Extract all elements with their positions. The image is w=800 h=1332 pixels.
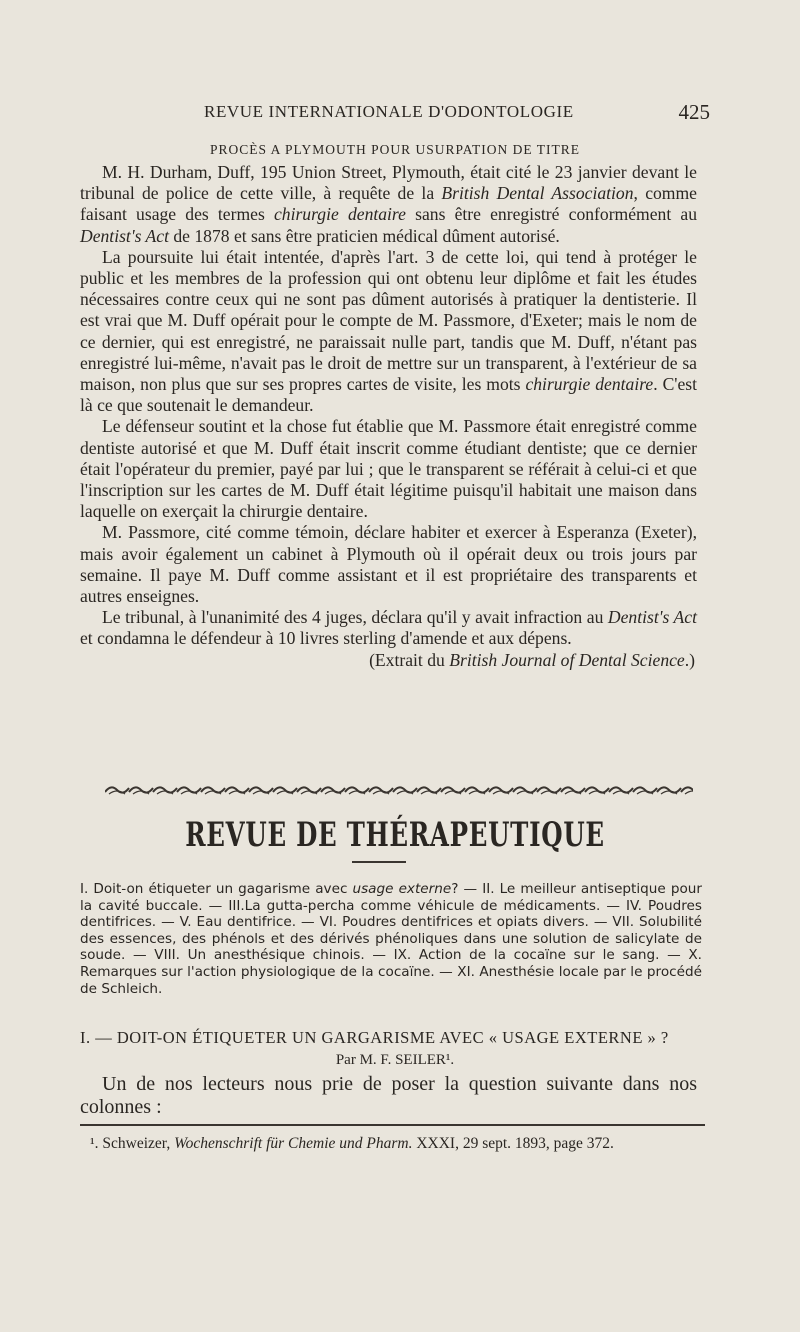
section-title: PROCÈS A PLYMOUTH POUR USURPATION DE TITRE: [210, 142, 580, 157]
paragraph: La poursuite lui était intentée, d'après l'art. 3 de cette loi, qui tend à protéger le public et les membres de la profession qui ont obtenu leur diplôme et fait les études nécessaires contre ceux qui ne sont pas dûment autorisés à pratiquer la dentisterie. Il est vrai que M. Duff opérait pour le compte de M. Passmore, d'Exeter; mais le nom de ce dernier, qui est enregistré, ne paraissait nulle part, tandis que M. Duff, n'étant pas enregistré lui-même, n'avait pas le droit de mettre sur un transparent, à l'extérieur de sa maison, non plus que sur ses propres cartes de visite, les mots chirurgie dentaire. C'est là ce que soutenait le demandeur.: [80, 246, 698, 416]
summary-text: I. Doit-on étiqueter un gagarisme avec usage externe? — II. Le meilleur antiseptique pour la cavité buccale. — III.La gutta-percha comme véhicule de médicaments. — IV. Poudres dentifrices. — V. Eau dentifrice. — VI. Poudres dentifrices et opiats divers. — VII. Solubilité des essences, des phénols et des dérivés phénoliques dans une solution de salicylate de soude. — VIII. Un anesthésique chinois. — IX. Action de la cocaïne sur le sang. — X. Remarques sur l'action physiologique de la cocaïne. — XI. Anesthésie locale par le procédé de Schleich.: [80, 881, 702, 997]
page-number: 425: [678, 100, 710, 124]
source-note: (Extrait du British Journal of Dental Science.): [369, 649, 695, 670]
journal-title: REVUE INTERNATIONALE D'ODONTOLOGIE: [204, 102, 574, 121]
intro-text: Un de nos lecteurs nous prie de poser la question suivante dans nos colonnes :: [80, 1073, 697, 1118]
article-body: [80, 162, 697, 671]
summary-block: [80, 881, 702, 997]
running-header: [80, 100, 710, 126]
footnote-rule: [80, 1124, 705, 1126]
footnote-text: ¹. Schweizer, Wochenschrift für Chemie und Pharm. XXXI, 29 sept. 1893, page 372.: [90, 1135, 614, 1152]
paragraph: Le tribunal, à l'unanimité des 4 juges, déclara qu'il y avait infraction au Dentist's Act et condamna le défendeur à 10 livres sterling d'amende et aux dépens.: [80, 607, 697, 649]
article-heading: I. — DOIT-ON ÉTIQUETER UN GARGARISME AVEC « USAGE EXTERNE » ?: [80, 1028, 669, 1047]
intro-paragraph: [80, 1073, 697, 1119]
paragraph: M. H. Durham, Duff, 195 Union Street, Plymouth, était cité le 23 janvier devant le tribunal de police de cette ville, à requête de la British Dental Association, comme faisant usage des termes chirurgie dentaire sans être enregistré conformément au Dentist's Act de 1878 et sans être praticien médical dûment autorisé.: [80, 162, 698, 246]
title-underline: [352, 861, 406, 863]
footnote: [80, 1135, 698, 1153]
byline: Par M. F. SEILER¹.: [335, 1052, 455, 1068]
revue-therapeutique-title: REVUE DE THÉRAPEUTIQUE: [185, 815, 605, 855]
ornamental-divider: [105, 782, 693, 798]
paragraph: Le défenseur soutint et la chose fut établie que M. Passmore était enregistré comme dentiste autorisé et que M. Duff était inscrit comme étudiant dentiste; que ce dernier était l'opérateur du premier, payé par lui ; que le transparent se référait à celui-ci et que l'inscription sur les cartes de M. Duff était légitime puisqu'il habitait une maison dans laquelle on exerçait la chirurgie dentaire.: [80, 416, 697, 522]
paragraph: M. Passmore, cité comme témoin, déclare habiter et exercer à Esperanza (Exeter), mais avoir également un cabinet à Plymouth où il opérait deux ou trois jours par semaine. Il paye M. Duff comme assistant et il est propriétaire des transparents et autres enseignes.: [80, 522, 697, 607]
